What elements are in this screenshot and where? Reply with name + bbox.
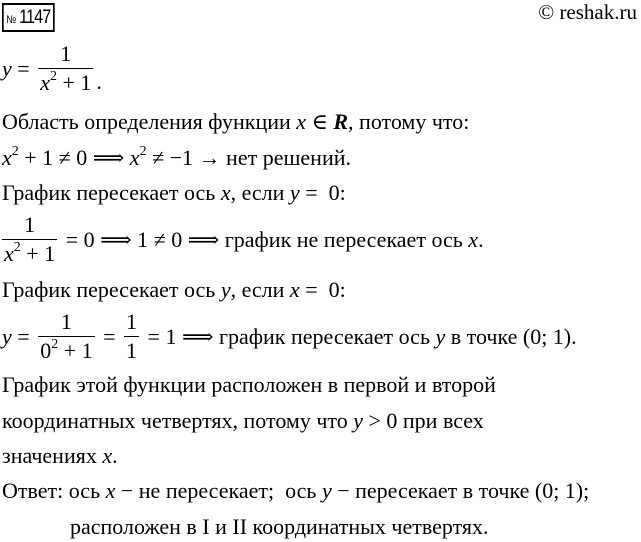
math-text <box>124 310 139 363</box>
math-text: y <box>353 408 363 433</box>
math-text: 2 <box>51 337 59 352</box>
math-text: y <box>2 55 12 81</box>
math-text: в точке (0; 1). <box>445 323 577 349</box>
math-text: − пересекает в точке (0; 1); <box>331 478 590 503</box>
math-text: = 0: <box>299 277 346 302</box>
math-text: x <box>468 226 479 252</box>
math-text: ∈ <box>306 109 334 134</box>
math-text: x <box>289 277 300 302</box>
math-text: − не пересекает; ось <box>115 478 322 503</box>
math-text: 2 <box>13 240 21 255</box>
math-text: 1 <box>60 309 72 334</box>
quadrant-line-3 <box>2 443 118 469</box>
math-text: № <box>6 14 16 26</box>
math-text: 1 <box>126 309 138 334</box>
math-text: x <box>40 70 50 95</box>
math-text: , если <box>230 277 290 302</box>
math-text: значениях <box>2 443 103 468</box>
x-intercept-condition <box>2 180 346 206</box>
math-text: x <box>129 145 140 170</box>
answer-line-2: расположен в I и II координатных четвертях. <box>70 514 489 539</box>
math-text: R <box>333 109 349 134</box>
math-text: = <box>11 323 36 349</box>
math-text: Ответ: ось <box>2 478 106 503</box>
math-text: . <box>112 443 118 468</box>
function-formula <box>2 42 102 95</box>
math-text: График пересекает ось <box>2 277 221 302</box>
math-text <box>333 109 348 134</box>
math-text: = <box>11 55 36 81</box>
fraction <box>38 42 93 95</box>
math-text: > 0 при всех <box>362 408 484 433</box>
math-text: = <box>97 323 122 349</box>
math-text: + 1 ≠ 0 ⟹ <box>18 145 130 170</box>
math-text: y <box>2 323 12 349</box>
inequality-line <box>2 145 351 171</box>
math-text: y <box>289 180 300 205</box>
math-text: x <box>102 443 113 468</box>
y-intercept-condition <box>2 277 346 303</box>
math-text: График пересекает ось <box>2 180 221 205</box>
math-text: ≠ −1 → нет решений. <box>146 145 351 170</box>
math-text: 1 <box>60 41 72 66</box>
math-text: 0 <box>40 338 52 363</box>
problem-number-badge <box>2 3 55 32</box>
y-intercept-calc <box>2 310 577 363</box>
math-text: + 1 <box>58 338 93 363</box>
math-text: 2 <box>11 144 19 159</box>
math-text: y <box>321 478 332 503</box>
quadrant-line-2 <box>2 408 484 434</box>
math-text: Область определения функции <box>2 109 297 134</box>
math-text: 2 <box>49 69 57 84</box>
math-text: x <box>220 180 231 205</box>
math-text <box>2 213 57 266</box>
x-intercept-calc <box>2 213 484 266</box>
copyright: © reshak.ru <box>538 0 637 24</box>
math-text: = 1 ⟹ график пересекает ось <box>142 323 436 349</box>
math-text: 2 <box>139 144 147 159</box>
math-text: x <box>4 241 14 266</box>
quadrant-line-1: График этой функции расположен в первой и второй <box>2 372 496 397</box>
math-text: , потому что: <box>348 109 470 134</box>
math-text: 1 <box>24 212 36 237</box>
math-text: = 0 ⟹ 1 ≠ 0 ⟹ график не пересекает ось <box>60 226 469 252</box>
math-text: + 1 <box>56 70 92 95</box>
answer-line-1 <box>2 478 589 504</box>
math-text: + 1 <box>20 241 56 266</box>
math-text: 1 <box>126 338 138 363</box>
math-text: x <box>2 145 12 170</box>
math-text: x <box>296 109 307 134</box>
math-text: y <box>435 323 446 349</box>
domain-line <box>2 109 469 135</box>
math-text <box>38 310 94 363</box>
math-text: . <box>96 69 102 94</box>
math-text: . <box>478 226 484 252</box>
math-text: = 0: <box>299 180 346 205</box>
math-text: x <box>105 478 116 503</box>
math-text: y <box>220 277 231 302</box>
math-text <box>38 68 93 95</box>
math-text <box>38 336 94 363</box>
problem-number: 1147 <box>19 7 51 28</box>
math-text: , если <box>230 180 290 205</box>
math-text: координатных четвертях, потому что <box>2 408 354 433</box>
math-text <box>2 239 57 266</box>
